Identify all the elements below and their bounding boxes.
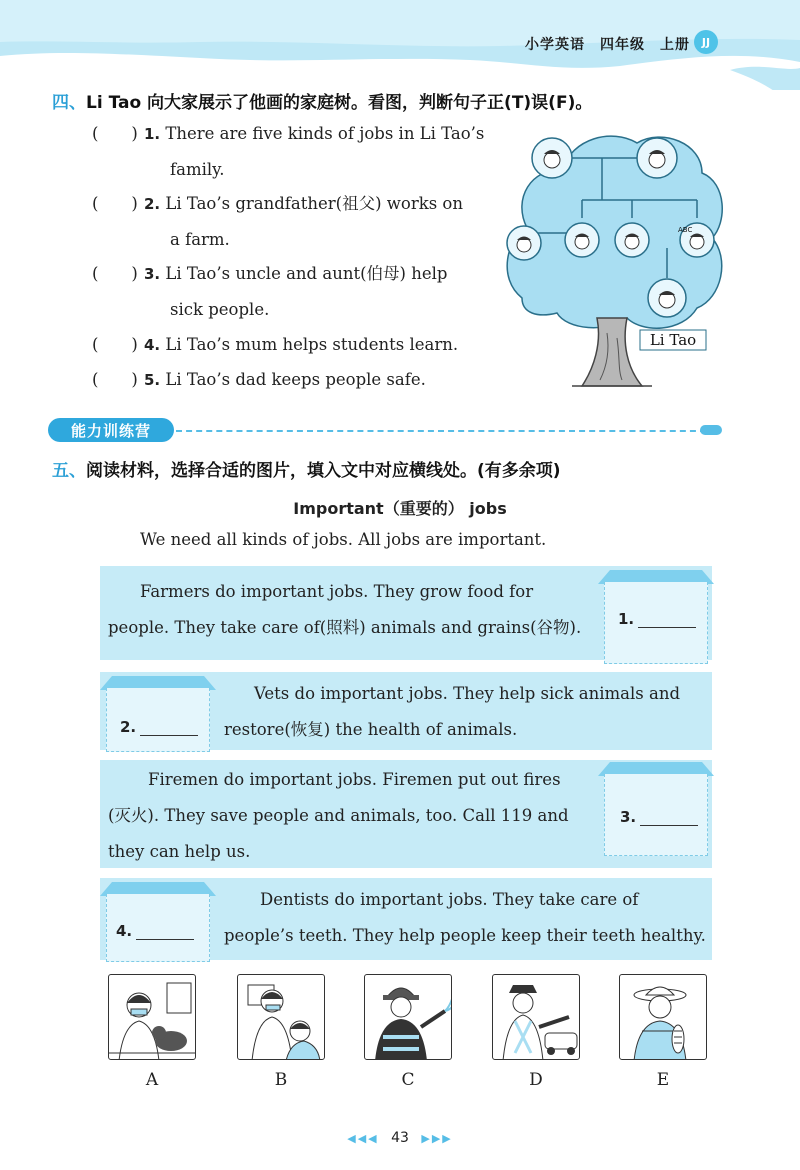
reading-panel-4: Dentists do important jobs. They take care of people’s teeth. They help people keep their teeth healthy.	[100, 878, 712, 960]
answer-house-1	[598, 568, 714, 664]
option-picture-a[interactable]	[108, 974, 196, 1060]
header-title: 小学英语 四年级 上册	[525, 37, 690, 53]
option-label-e: E	[656, 1070, 670, 1090]
vet-with-dog-icon	[109, 975, 196, 1060]
answer-paren-5[interactable]: ( )	[92, 370, 138, 389]
option-label-b: B	[274, 1070, 288, 1090]
answer-paren-2[interactable]: ( )	[92, 194, 138, 213]
answer-house-4	[100, 880, 216, 962]
farmer-icon	[620, 975, 707, 1060]
question-2: ( ) 2. Li Tao’s grandfather(祖父) works on a farm.	[92, 186, 463, 257]
answer-blank-2[interactable]: 2.	[120, 718, 198, 736]
dentist-with-patient-icon	[238, 975, 325, 1060]
answer-paren-3[interactable]: ( )	[92, 264, 138, 283]
option-label-a: A	[145, 1070, 159, 1090]
section-4-title	[52, 88, 592, 113]
banner-pencil-icon	[700, 425, 722, 435]
family-tree-illustration	[502, 118, 724, 398]
fireman-icon	[365, 975, 452, 1060]
tree-label-li-tao: Li Tao	[649, 331, 697, 349]
question-5: ( ) 5. Li Tao’s dad keeps people safe.	[92, 362, 426, 398]
answer-house-2	[100, 674, 216, 752]
answer-blank-1[interactable]: 1.	[618, 610, 696, 628]
reading-title: Important（重要的） jobs	[293, 499, 507, 518]
question-4: ( ) 4. Li Tao’s mum helps students learn.	[92, 327, 458, 363]
section-5-instruction: 阅读材料，选择合适的图片，填入文中对应横线处。(有多余项)	[86, 461, 561, 481]
answer-blank-4[interactable]: 4.	[116, 922, 194, 940]
policeman-icon	[493, 975, 580, 1060]
section-5-title	[52, 456, 561, 481]
option-picture-d[interactable]	[492, 974, 580, 1060]
practice-banner: 能力训练营	[48, 418, 174, 442]
answer-paren-4[interactable]: ( )	[92, 335, 138, 354]
answer-paren-1[interactable]: ( )	[92, 124, 138, 143]
page-number: 43	[391, 1130, 409, 1146]
option-picture-e[interactable]	[619, 974, 707, 1060]
grade-badge: JJ	[694, 30, 718, 54]
option-picture-b[interactable]	[237, 974, 325, 1060]
abc-board: ABC	[678, 226, 693, 234]
left-arrows-icon: ◀◀◀	[347, 1132, 379, 1145]
reading-intro: We need all kinds of jobs. All jobs are important.	[140, 530, 547, 549]
question-1: ( ) 1. There are five kinds of jobs in Li Tao’s family.	[92, 116, 484, 187]
question-3: ( ) 3. Li Tao’s uncle and aunt(伯母) help sick people.	[92, 256, 447, 327]
reading-panel-2: Vets do important jobs. They help sick animals and restore(恢复) the health of animals.	[100, 672, 712, 750]
answer-house-3	[598, 760, 714, 856]
section-5-number: 五、	[52, 461, 86, 481]
section-4-instruction: Li Tao 向大家展示了他画的家庭树。看图，判断句子正(T)误(F)。	[86, 93, 593, 113]
option-label-d: D	[529, 1070, 543, 1090]
right-arrows-icon: ▶▶▶	[421, 1132, 453, 1145]
reading-panel-3: Firemen do important jobs. Firemen put out fires (灭火). They save people and animals, too. Call 119 and they can help us.	[100, 760, 712, 868]
option-label-c: C	[401, 1070, 415, 1090]
section-4-number: 四、	[52, 93, 86, 113]
answer-blank-3[interactable]: 3.	[620, 808, 698, 826]
banner-dashed-line	[176, 430, 706, 432]
reading-panel-1: Farmers do important jobs. They grow food for people. They take care of(照料) animals and grains(谷物).	[100, 566, 712, 660]
option-picture-c[interactable]	[364, 974, 452, 1060]
page-footer	[0, 1130, 800, 1146]
